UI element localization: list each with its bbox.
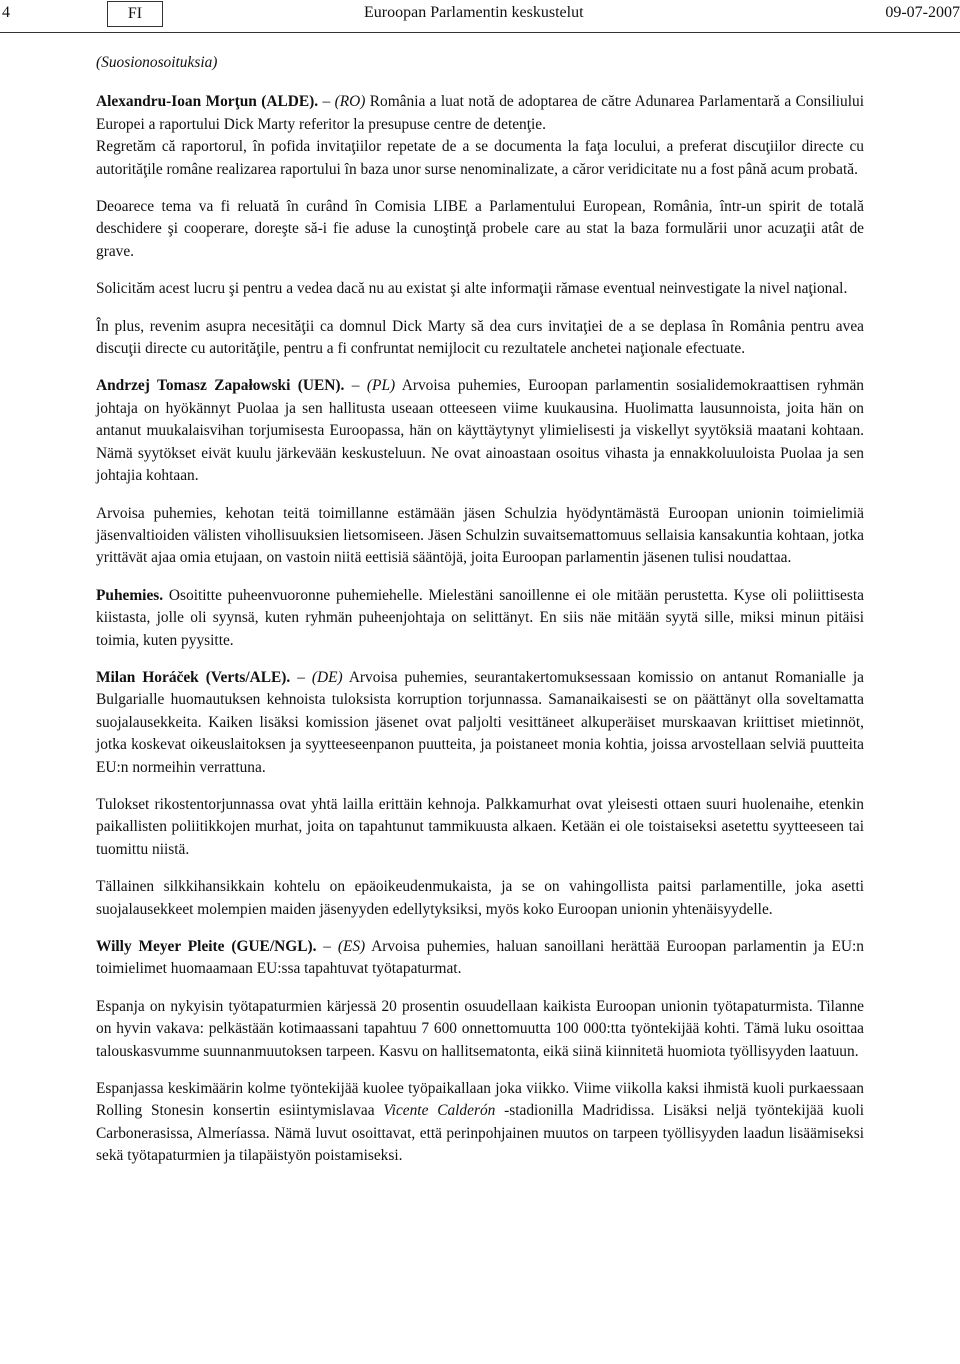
paragraph-zapalowski-1: Andrzej Tomasz Zapałowski (UEN). – (PL) Arvoisa puhemies, Euroopan parlamentin sosialidemokraattisen ryhmän johtaja on hyökännyt Puolaa ja sen hallitusta useaan otteeseen viime kuukausina. Huolimatta lausunnoista, joita hän on antanut muukalaisvihan torjumisesta Euroopassa, hän on käyttäytynyt ylimielisesti ja viskellyt syytöksiä maatani kohtaan. Nämä syytökset eivät kuulu järkevään keskusteluun. Ne ovat ainoastaan osoitus vihasta ja ennakkoluuloista Puolaa ja sen johtajia kohtaan. <box>96 377 864 485</box>
language-tag: (ES) <box>337 938 366 955</box>
paragraph-horacek-1: Milan Horáček (Verts/ALE). – (DE) Arvoisa puhemies, seurantakertomuksessaan komissio on antanut Romanialle ja Bulgarialle huomautuksen kehnoista tuloksista korruption torjunnassa. Samanaikaisesti se on päättänyt olla soveltamatta suojalausekkeita. Kaiken lisäksi komission jäsenet ovat paljolti vesittäneet alkuperäiset murskaavan kriittiset mietinnöt, jotka koskevat oikeuslaitoksen ja syytteeseenpanon puutteita, ja poistaneet monia kohtia, joissa arvostellaan selviä puutteita EU:n normeihin verrattuna. <box>96 668 865 776</box>
page-header <box>0 0 960 33</box>
paragraph-zapalowski-2: Arvoisa puhemies, kehotan teitä toimillanne estämään jäsen Schulzia hyödyntämästä Euroopan unionin toimielimiä jäsenvaltioiden välisten vihollisuuksien lietsomiseen. Jäsen Schulzin suvaitsemattomuus sellaisia kansakuntia kohtaan, jotka yrittävät ajaa omia etujaan, on vastoin niitä eettisiä sääntöjä, joita Euroopan parlamentin jäsenen tulisi noudattaa. <box>96 504 864 567</box>
paragraph-morton-3: Deoarece tema va fi reluată în curând în Comisia LIBE a Parlamentului European, România, într-un spirit de totală deschidere şi cooperare, doreşte să-i fie aduse la cunoştinţă probele care au stat la baza formulării unor acuzaţii atât de grave. <box>96 198 864 260</box>
applause-note: (Suosionosoituksia) <box>96 54 218 71</box>
page-number: 4 <box>2 4 10 21</box>
paragraph-meyer-3: Espanjassa keskimäärin kolme työntekijää kuolee työpaikallaan joka viikko. Viime viikolla kaksi ihmistä kuoli purkaessaan Rolling Stonesin konsertin esiintymislavaa Vicente Calderón -stadionilla Madridissa. Lisäksi neljä työntekijää kuoli Carbonerasissa, Almeríassa. Nämä luvut osoittavat, että perinpohjainen muutos on tarpeen työllisyyden laadun lisäämiseksi sekä työtapaturmien ja tilapäistyön poistamiseksi. <box>96 1080 864 1165</box>
paragraph-morton-1: Alexandru-Ioan Morţun (ALDE). – (RO) România a luat notă de adoptarea de către Adunarea Parlamentară a Consiliului Europei a raportului Dick Marty referitor la presupuse centre de detenţie. <box>96 93 865 133</box>
speaker-name: Puhemies. <box>96 586 164 604</box>
paragraph-meyer-1: Willy Meyer Pleite (GUE/NGL). – (ES) Arvoisa puhemies, haluan sanoillani herättää Euroopan parlamentin ja EU:n toimielimet huomaamaan EU:ssa tapahtuvat työtapaturmat. <box>96 938 865 978</box>
document-date: 09-07-2007 <box>885 4 960 21</box>
paragraph-puhemies: Puhemies. Osoitittе puheenvuoronne puhemiehelle. Mielestäni sanoillenne ei ole mitään perustetta. Kyse oli poliittisesta kiistasta, jolle oli syynsä, kuten ryhmän puheenjohtaja on selittänyt. En siis näe mitään syytä sille, miksi minun pitäisi toimia, kuten pyysitte. <box>96 586 864 649</box>
document-title: Euroopan Parlamentin keskustelut <box>364 4 584 21</box>
paragraph-horacek-3: Tällainen silkkihansikkain kohtelu on epäoikeudenmukaista, ja se on vahingollista paitsi parlamentille, joka asetti suojalausekkeet molempien maiden jäsenyyden edellytyksiksi, myös koko Euroopan unionin yhtenäisyydelle. <box>96 878 864 918</box>
paragraph-morton-4: Solicităm acest lucru şi pentru a vedea dacă nu au existat şi alte informaţii rămase eventual neinvestigate la nivel naţional. <box>96 280 848 298</box>
document-body <box>96 52 864 1168</box>
language-tag: (DE) <box>311 668 343 686</box>
paragraph-morton-2: Regretăm că raportorul, în pofida invitaţiilor repetate de a se documenta la faţa locului, a preferat discuţiilor directe cu autorităţile române realizarea raportului în baza unor surse nenominalizate, a căror veridicitate nu a fost până acum probată. <box>96 138 864 178</box>
paragraph-meyer-2: Espanja on nykyisin työtapaturmien kärjessä 20 prosentin osuudellaan kaikista Euroopan unionin työtapaturmista. Tilanne on hyvin vakava: pelkästään kotimaassani tapahtuu 7 600 onnettomuutta 100 000:tta työntekijää kohti. Tämä luku osoittaa talouskasvumme suunnanmuutoksen tarpeen. Kasvu on hallitsematonta, eikä siinä kiinnitetä huomiota työllisyyden laatuun. <box>96 997 864 1060</box>
speaker-name: Andrzej Tomasz Zapałowski (UEN). <box>96 377 345 395</box>
speaker-name: Alexandru-Ioan Morţun (ALDE). <box>96 93 319 111</box>
speaker-name: Milan Horáček (Verts/ALE). <box>96 668 291 686</box>
stadium-name: Vicente Calderón <box>383 1102 496 1120</box>
language-tag: (PL) <box>366 377 396 395</box>
speaker-name: Willy Meyer Pleite (GUE/NGL). <box>96 938 317 955</box>
language-badge: FI <box>107 1 163 27</box>
paragraph-horacek-2: Tulokset rikostentorjunnassa ovat yhtä lailla erittäin kehnoja. Palkkamurhat ovat yleisesti ottaen suuri huolenaihe, etenkin paikallisten poliitikkojen murhat, joita on tapahtunut tammikuusta alkaen. Ketään ei ole toistaiseksi asetettu syytteeseen tai tuomittu niistä. <box>96 795 864 858</box>
language-tag: (RO) <box>334 93 366 111</box>
paragraph-morton-5: În plus, revenim asupra necesităţii ca domnul Dick Marty să dea curs invitaţiei de a se deplasa în România pentru avea discuţii directe cu autorităţile, pentru a fi confruntat nemijlocit cu rezultatele anchetei naţionale efectuate. <box>96 317 864 358</box>
